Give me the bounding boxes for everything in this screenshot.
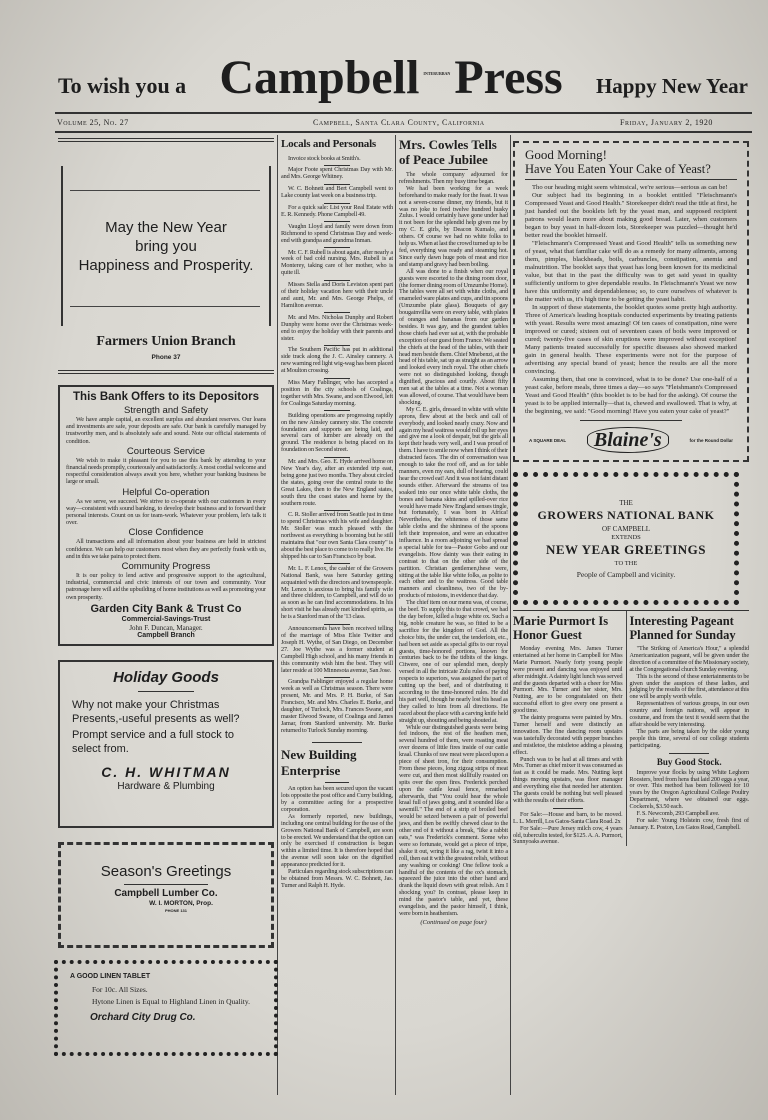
local-news-item: Building operations are progressing rapidly on the new Ainsley cannery site. The concrete foundation and supports are being laid, and several cars of lumber are already on the ground. The residence is being placed on its foundation on Second street.: [281, 410, 393, 456]
issue-date: Friday, January 2, 1920: [620, 118, 713, 127]
local-news-item: C. R. Stoller arrived from Seattle just in time to spend Christmas with his wife and daughter. Mr. Stoller was much pleased with the northwest as everything is booming but he still maintains that "our own Santa Clara county" is about the best place to come to to really live. He shipped his car to San Francisco by boat.: [281, 510, 393, 563]
local-news-item: Misses Stella and Doris Leviston spent part of their holiday vacation here with their uncle and aunt, Mr. and Mrs. George Phelps, of Hamilton avenue.: [281, 280, 393, 313]
bank-section-text: As we serve, we succeed. We strive to co-operate with our customers in every way—consistent with sound banking, to develop their business and to forward their personal interests. Count on us for team-work. Whatever your problem, let's talk it over.: [66, 497, 266, 527]
locals-heading: Locals and Personals: [281, 138, 377, 150]
paragraph: The whole company adjourned for refreshments. Then my busy time began.: [399, 171, 508, 185]
paragraph: Monday evening Mrs. James Turner entertained at her home in Campbell for Miss Marie Purmort. Nearly forty young people were present and dancing was enjoyed until after midnight. A dainty light lunch was served and the guests departed with a cheer for Miss Purmort. Mrs. Turner and her sister, Mrs. Nutting, are to be congratulated on their successful effort to give every one present a good time.: [513, 645, 623, 715]
farmers-union-ad: [58, 138, 274, 374]
paragraph: All was done to a finish when our royal guests were escorted to the dining room door, (the former dining room of Umzumbe Home). The tables were all set with white cloths, and enameled ware plates and cups, and tin spoons (Umzumbe plate glass). Bouquets of gay bougainvillia were on every table, with plates of oranges and bananas from our garden besides. It was gay, and the grandest tables those chiefs had ever sat at, with the probable exception of our guest from France. We seated the chiefs at the head of the tables, with their head men beside them. Chief Mnebenzi, at the head of his table, sat up as straight as an arrow and looked every inch royal. The other chiefs were not so distinguished looking, though dignified, gracious and courtly. About fifty men sat at the tables at a time. Not a woman was allowed, of course. That would have been shocking.: [399, 267, 508, 406]
drug-co-name: Orchard City Drug Co.: [90, 1011, 196, 1023]
buy-stock-ad: [630, 770, 749, 832]
pageant-column: [630, 611, 749, 846]
paragraph: In support of these statements, the booklet quotes some pretty high authority. Three of America's leading hospitals conducted experiments by treating patients with yeast. Results were most amazing! Of ten cases of constipation, nine were improved or cured; sixteen out of seventeen cases of boils were improved or cured; twenty-five cases of skin eruptions were improved without exception! Many patients treated successfully for specific diseases also showed marked gain in general health. These experiments were not for the purpose of advertising any special brand of yeast; hence the results are all the more convincing.: [525, 304, 737, 375]
paragraph: F. S. Newcomb, 293 Campbell ave.: [636, 810, 720, 818]
masthead-title: [219, 51, 563, 104]
paragraph: This is the second of these entertainments to be given under the auspices of these ladies, and judging by the results of the first, attendance at this one will be amply worth while.: [629, 672, 750, 701]
column-divider: [277, 135, 278, 1095]
yeast-ad-body: [525, 184, 737, 416]
bank-ad-sections: [66, 405, 266, 601]
holiday-ad-title: Holiday Goods: [113, 668, 219, 686]
local-news-item: Invoice stock books at Smith's.: [288, 154, 361, 162]
local-news-item: Major Foote spent Christmas Day with Mr. and Mrs. George Whitney.: [281, 165, 393, 184]
local-news-item: Vaughn Lloyd and family were down from Richmond to spend Christmas Day and week-end with grandpa and grandma Inman.: [281, 221, 393, 247]
classifieds: [513, 812, 623, 847]
bank-section-text: All transactions and all information about your business are held in strictest confidence. We can help our customers most when they are perfectly frank with us, and in this we take pains to protect them.: [66, 538, 266, 560]
continued-note: (Continued on page four): [420, 918, 487, 926]
bank-manager: John F. Duncan, Manager.: [129, 623, 203, 632]
classified-ad: For Sale:—House and barn, to be moved. L. L. Merrill, Los Gatos-Santa Clara Road. 2x: [513, 810, 623, 825]
pageant-heading: Interesting Pageant Planned for Sunday: [629, 614, 736, 642]
masthead: [58, 51, 748, 104]
local-news-item: Mr. and Mrs. Geo. E. Hyde arrived home on New Year's day, after an extended trip east, being gone just two months. They about circled the states, going over the central route to the Great Lakes, then to the New England states, south thru the coast states and home by the southern route.: [281, 457, 393, 510]
paragraph: The chief item on our menu was, of course, the beef. To supply this to that crowd, we had the day before, killed a huge white ox. Such a big, noble creature he was, so fitted to be a sacrifice for the kingdom of God. All the choice bits, the under cut, the tenderloin, etc., had been set aside as special gifts to our royal guests, time-honored portions, known for centuries back to be the tidbits of the kings. Citwere, one of our splendid men, deeply versed in all the intricate Zulu rules of paying respects to superiors, was assigned the part of cutting up the beef, and of distributing it according to the time-honored rules. He did his part well, though he nearly lost his head as they called to him from all directions. He raced about the place with a carving knife held straight up, shouting and being shouted at.: [399, 599, 508, 724]
local-news-item: Mr. L. F. Lenox, the cashier of the Growers National Bank, was here Saturday getting acquainted with the directors and townspeople. Mr. Lenox is anxious to bring his family wife and three children, to Campbell, and will do so as soon as he can find accommodations. In his short visit he has already met kindred spirits, as he is a Stanford man of the '13 class.: [281, 563, 393, 623]
bank-section-heading: Strength and Safety: [124, 405, 208, 416]
orchard-city-drug-ad: [54, 960, 278, 1056]
masthead-left-greeting: To wish you a: [58, 73, 187, 98]
farmers-ad-phone: Phone 37: [151, 354, 181, 361]
growers-of: OF CAMPBELL: [601, 525, 651, 533]
masthead-title-press: Press: [454, 51, 563, 104]
bank-name: Garden City Bank & Trust Co: [90, 602, 242, 615]
bank-section-heading: Community Progress: [121, 561, 211, 573]
new-building-article: [281, 786, 393, 890]
paragraph: "The Striking of America's Hour," a splendid Americanization pageant, will be given under the direction of a committee of the Missionary society, at the Congregational church Sunday evening.: [629, 645, 750, 673]
paragraph: An option has been secured upon the vacant lots opposite the post office and Curry building, by a committee acting for a prospective corporation.: [281, 785, 393, 813]
paragraph: Tho our heading might seem whimsical, we're serious—serious as can be!: [532, 184, 728, 191]
bank-section-text: We have ample capital, an excellent surplus and abundant reserves. Our loans and investments are safe, your deposits are safe. Our bank is carefully managed by trustworthy men, and is absolutely safe and sound. Note our official statements of condition.: [66, 416, 266, 445]
masthead-interurban: INTERURBAN: [423, 71, 451, 76]
campbell-lumber-ad: [58, 842, 274, 948]
paragraph: We had been working for a week beforehand to make ready for the feast. It was not a seven-course dinner, my friends, but it was no joke to feed twelve hundred husky Zulus. I would certainly have gone under had it not been for the splendid help given me by my C. E. girls, by Deacon Kumalo, and others. Of course we had no white folks to help us. When at last the crowd turned up to be fed, everything was ready and steaming hot. Since early dawn huge pots of meat and rice and stamp and gravy had been boiling.: [399, 184, 508, 268]
column-3: [399, 137, 508, 927]
masthead-right-greeting: Happy New Year: [595, 74, 748, 98]
local-news-item: The Southern Pacific has put in additional side track along the J. C. Ainsley cannery. A new warning red light wig-wag has been placed at Moulton crossing.: [281, 345, 393, 378]
dateline-rule: [55, 131, 752, 133]
paragraph: The parts are being taken by the older young people this time, several of our college students participating.: [629, 727, 750, 749]
yeast-ad-title-line1: Good Morning!: [525, 147, 607, 162]
growers-name: GROWERS NATIONAL BANK: [537, 508, 715, 522]
local-news-item: Grandpa Fablinger enjoyed a regular home week as well as Christmas season. There were present, Mr. and Mrs. P. H. Burke, of San Francisco, Mr. and Mrs. Charles E. Burke, and daughter, of Turlock, Mrs. Frances Swane, and master Elwood Swane, of Coalinga and James Jamar, from Stanford university. Mr. Burke returned to Turlock Sunday morning.: [281, 677, 393, 737]
column-divider: [395, 135, 396, 1095]
local-news-item: For a quick sale: List your Real Estate with E. R. Kennedy. Phone Campbell 49.: [281, 203, 393, 222]
column-2: [281, 137, 393, 890]
growers-people: People of Campbell and vicinity.: [576, 570, 676, 579]
section-divider: [312, 742, 362, 743]
blaines-logo: Blaine's: [587, 427, 669, 453]
paragraph: Our subject had its beginning in a booklet entitled "Fleischmann's Compressed Yeast and Good Health." Storekeeper didn't read the title at first, he just handed out the booklets left by the yeast man, and supposed recipient patrons would learn more about making good bread. Later, when customers began to buy yeast in half-dozen lots, Storekeeper was puzzled—thought he'd better read the booklet himself.: [525, 192, 737, 239]
paragraph: Punch was to be had at all times and with Mrs. Turner as chief mixer it was consumed as fast as it could be made. Mrs. Nutting kept things moving upstairs, was floor manager and everything else that needed her attention. The guests could be nothing but well pleased with the results of their efforts.: [513, 755, 623, 804]
growers-the: THE: [619, 499, 633, 507]
purmort-column: [513, 611, 623, 846]
paragraph: My C. E. girls, dressed in white with white aprons, flew about at the beck and call of everybody, and looked nearly crazy. Now and again my head waitress would roll up her eyes and give me a look of despair, but the girls all kept their heads very well, and I was proud of them. I have to smile now when I think of their distracted faces. The din of conversation was enough to take the roof off, and as for table manners, even my ears, dull of hearing, could hear the crowd eat! And it was not faint distant sounds either. Afterward the streams of tea soaked into our once white table cloths, the bones and banana skins and spilled-over rice would have made New England senses tingle, but fortunately, I was born in Africa! Nevertheless, the whiteness of those same table cloths and the shininess of the spoons left their impression, and were an educative influence. In a room adjoining we had spread a special table for tea—Pastor Gobo and our evangelists. How dainty was their eating in contrast to that on the other side of the partition. Christian gentlemen,these were, sitting at the table like white folks, as polite to each other and to the waitress. Good table manners and cleanliness, two of the by-products of missions, in evidence that day.: [399, 405, 508, 600]
whitman-holiday-ad: [58, 660, 274, 828]
bank-section-heading: Close Confidence: [128, 527, 204, 539]
bank-subtitle: Commercial-Savings-Trust: [121, 615, 211, 623]
locals-column: [281, 153, 393, 737]
lumber-ad-title: Season's Greetings: [100, 862, 232, 880]
round-dollar: for the Round Dollar: [689, 437, 733, 443]
farmers-ad-line3: Happiness and Prosperity.: [78, 257, 254, 274]
cowles-article: [399, 172, 508, 918]
paragraph: Representatives of various groups, in our own country and foreign nations, will appear in costume, and from the text it would seem that the affair should be very interesting.: [629, 700, 750, 728]
local-news-item: Announcements have been received telling of the marriage of Miss Elsie Twitter and Joseph H. Wythe, of San Diego, on December 27. Joe Wythe was a former student at Campbell High school, and his many friends in this community wish him the best. They will later reside at 100 Minnesota avenue, San Jose.: [281, 624, 393, 677]
purmort-heading: Marie Purmort Is Honor Guest: [513, 614, 609, 642]
classified-ad: For Sale:—Pure Jersey milch cow, 4 years old, tuberculin tested, for $125. A. A. Purmort, Sunnyoaks avenue.: [513, 824, 623, 846]
farmers-ad-line1: May the New Year: [105, 219, 227, 236]
paragraph: As formerly reported, new buildings, including one central building for the use of the Growers National Bank of Campbell, are soon to be erected. We understand that the option can only be exercised if construction is begun within a limited time. It is therefore hoped that the avenue will soon take on the dignified appearance predicted for it.: [281, 812, 393, 869]
volume-number: Volume 25, No. 27: [57, 118, 129, 127]
heading-rule: [440, 169, 468, 170]
masthead-title-campbell: Campbell: [219, 51, 420, 104]
growers-bank-ad: [513, 472, 739, 605]
bank-section-text: It is our policy to lend active and progressive support to the agricultural, industrial, commercial and civic interests of our town and community. Your patronage here will aid the upbuilding of home institutions as well as promoting your own prosperity.: [66, 572, 266, 601]
paragraph: Assuming then, that one is convinced, what is to be done? Use one-half of a yeast cake, before meals, three times a day—so says "Fleishmann's Compressed Yeast and Good Health" (this booklet is to be had for the asking). Of course the yeast is to be applied internally—that is, chewed and swallowed. That is why, at the beginning, we said: "Good morning! Have you eaten your cake of yeast?": [525, 376, 737, 415]
yeast-ad-title-line2: Have You Eaten Your Cake of Yeast?: [525, 162, 711, 176]
masthead-rule: [55, 112, 752, 114]
linen-ad-title: A GOOD LINEN TABLET: [70, 972, 151, 980]
lumber-ad-phone: PHONE 131: [164, 907, 187, 913]
lower-section: [513, 610, 749, 846]
bank-section-heading: Helpful Co-operation: [122, 486, 210, 498]
farmers-ad-line2: bring you: [135, 238, 197, 255]
square-deal: A SQUARE DEAL: [529, 437, 567, 443]
holiday-ad-line1: Why not make your Christmas Presents,-useful presents as well?: [72, 698, 240, 725]
paragraph: While our distinguished guests were being fed indoors, the rest of the heathen men, several hundred of them, were roasting meat over dozens of little fires inside of our cattle kraal. Chunks of raw meat were placed upon a piece of sheet iron, for their consumption. From these pieces, long zigzag strips of meat were cut, and then most skillfully roasted on spits over the open fires. Frederick perched upon the cattle kraal fence, remarked afterwards, that "You could hear the whole kraal full of jaws going, and it sounded like a sawmill." The end of a strip of broiled beef would be seized between a pair of powerful jaws, and then be swiftly chewed clear to the other end of it without a break, "like a rabbit eats," was Frederick's comment. Some who were so fortunate, would get a piece of tripe, shake it out, wring it like a rag, twist it into a roll, then eat it with the greatest relish, without any washing or cooking! One fellow took a handful of the contents of the ox's stomach, squeezed the juice into the other hand and drank the liquid down with great relish. Am I shocking you? In contrast, please keep in mind the pastor's table, and yet, these evangelists, and the pastor himself, I think, were born in heathenism.: [399, 723, 508, 917]
bank-section-heading: Courteous Service: [126, 445, 206, 457]
holiday-ad-line2: Prompt service and a full stock to select from.: [72, 728, 235, 755]
blaines-yeast-ad: [513, 141, 749, 462]
local-news-item: Mr. and Mrs. Nicholas Dunphy and Robert Dunphy were home over the Christmas week-end to enjoy the holiday with their parents and sister.: [281, 312, 393, 345]
column-divider: [510, 135, 511, 1095]
pageant-article: [630, 646, 749, 750]
lumber-ad-name: Campbell Lumber Co.: [114, 887, 218, 899]
column-4: [513, 141, 749, 846]
paragraph: The dainty programs were painted by Mrs. Turner herself and were distinctly an innovation. The fine dancing room upstairs was tastefully decorated with pepper branches and mistletoe, the mistletoe adding a pleasing effect.: [513, 714, 623, 756]
paragraph: "Fleischmann's Compressed Yeast and Good Health" tells us something new of yeast, what that familiar cake will do as a remedy for many ailments, among them, pimples, blackheads, boils, carbuncles, constipation, anemia and malnutrition. The booklet says that yeast has long been known for its medicinal value, but that in the past the difficulty was to get said yeast in quality sufficiently uniform to give dependable results. In Fleischmann's Yeast we now have this uniformity and dependableness; so, to cure ourselves of whatever is the matter with us, it's high time to be getting the yeast habit.: [525, 240, 737, 303]
growers-extends: EXTENDS: [611, 534, 641, 541]
lumber-ad-prop: W. I. MORTON, Prop.: [149, 899, 213, 907]
growers-to-the: TO THE: [614, 560, 638, 567]
whitman-name: C. H. WHITMAN: [101, 763, 231, 780]
bank-branch: Campbell Branch: [137, 631, 195, 639]
column-1: [58, 138, 274, 1056]
bank-section-text: We wish to make it pleasant for you to use this bank by attending to your financial needs promptly, courteously and satisfactorily. A most cordial welcome and respectful consideration always await you here, whether your banking business be large or small.: [66, 456, 266, 486]
bank-ad-title: This Bank Offers to its Depositors: [73, 391, 259, 403]
heading-rule: [325, 782, 349, 783]
purmort-article: [513, 646, 623, 805]
paragraph: Particulars regarding stock subscriptions can be obtained from Messrs. W. C. Bohnett, Jas. Turner and Ralph H. Hyde.: [281, 868, 393, 889]
garden-city-bank-ad: [58, 385, 274, 646]
linen-ad-line1: For 10c. All Sizes.: [92, 984, 148, 994]
new-building-heading: New Building Enterprise: [281, 747, 357, 779]
paragraph: For sale: Young Holstein cow, fresh first of January. E. Poston, Los Gatos Road, Campbell.: [629, 816, 750, 831]
paragraph: Improve your flocks by using White Leghorn Roosters, bred from hens that laid 200 eggs a year, or over. This method has been followed for 10 years by the Oregon Agricultural College Poultry Department, where we obtained our eggs. Cockerels, $3.50 each.: [629, 768, 750, 811]
growers-greeting: NEW YEAR GREETINGS: [546, 542, 706, 557]
linen-ad-line2: Hytone Linen is Equal to Highland Linen in Quality.: [92, 996, 251, 1006]
buy-stock-heading: Buy Good Stock.: [656, 756, 722, 767]
whitman-business: Hardware & Plumbing: [117, 780, 215, 792]
local-news-item: W. C. Bohnett and Bert Campbell went to Lake county last week on a business trip.: [281, 184, 393, 203]
local-news-item: Miss Mary Fablinger, who has accepted a position in the city schools of Coalinga, together with Mrs. Swane, and son Elwood, left for Coalinga Saturday morning.: [281, 378, 393, 411]
dateline-location: Campbell, Santa Clara County, California: [313, 118, 485, 127]
farmers-ad-name: Farmers Union Branch: [96, 334, 236, 349]
local-news-item: Mr. C. F. Rubell is about again, after nearly a week of bad cold nursing. Mrs. Rubell is at Monterey, taking care of her mother, who is quite ill.: [281, 247, 393, 280]
cowles-heading: Mrs. Cowles Tells of Peace Jubilee: [399, 137, 497, 167]
